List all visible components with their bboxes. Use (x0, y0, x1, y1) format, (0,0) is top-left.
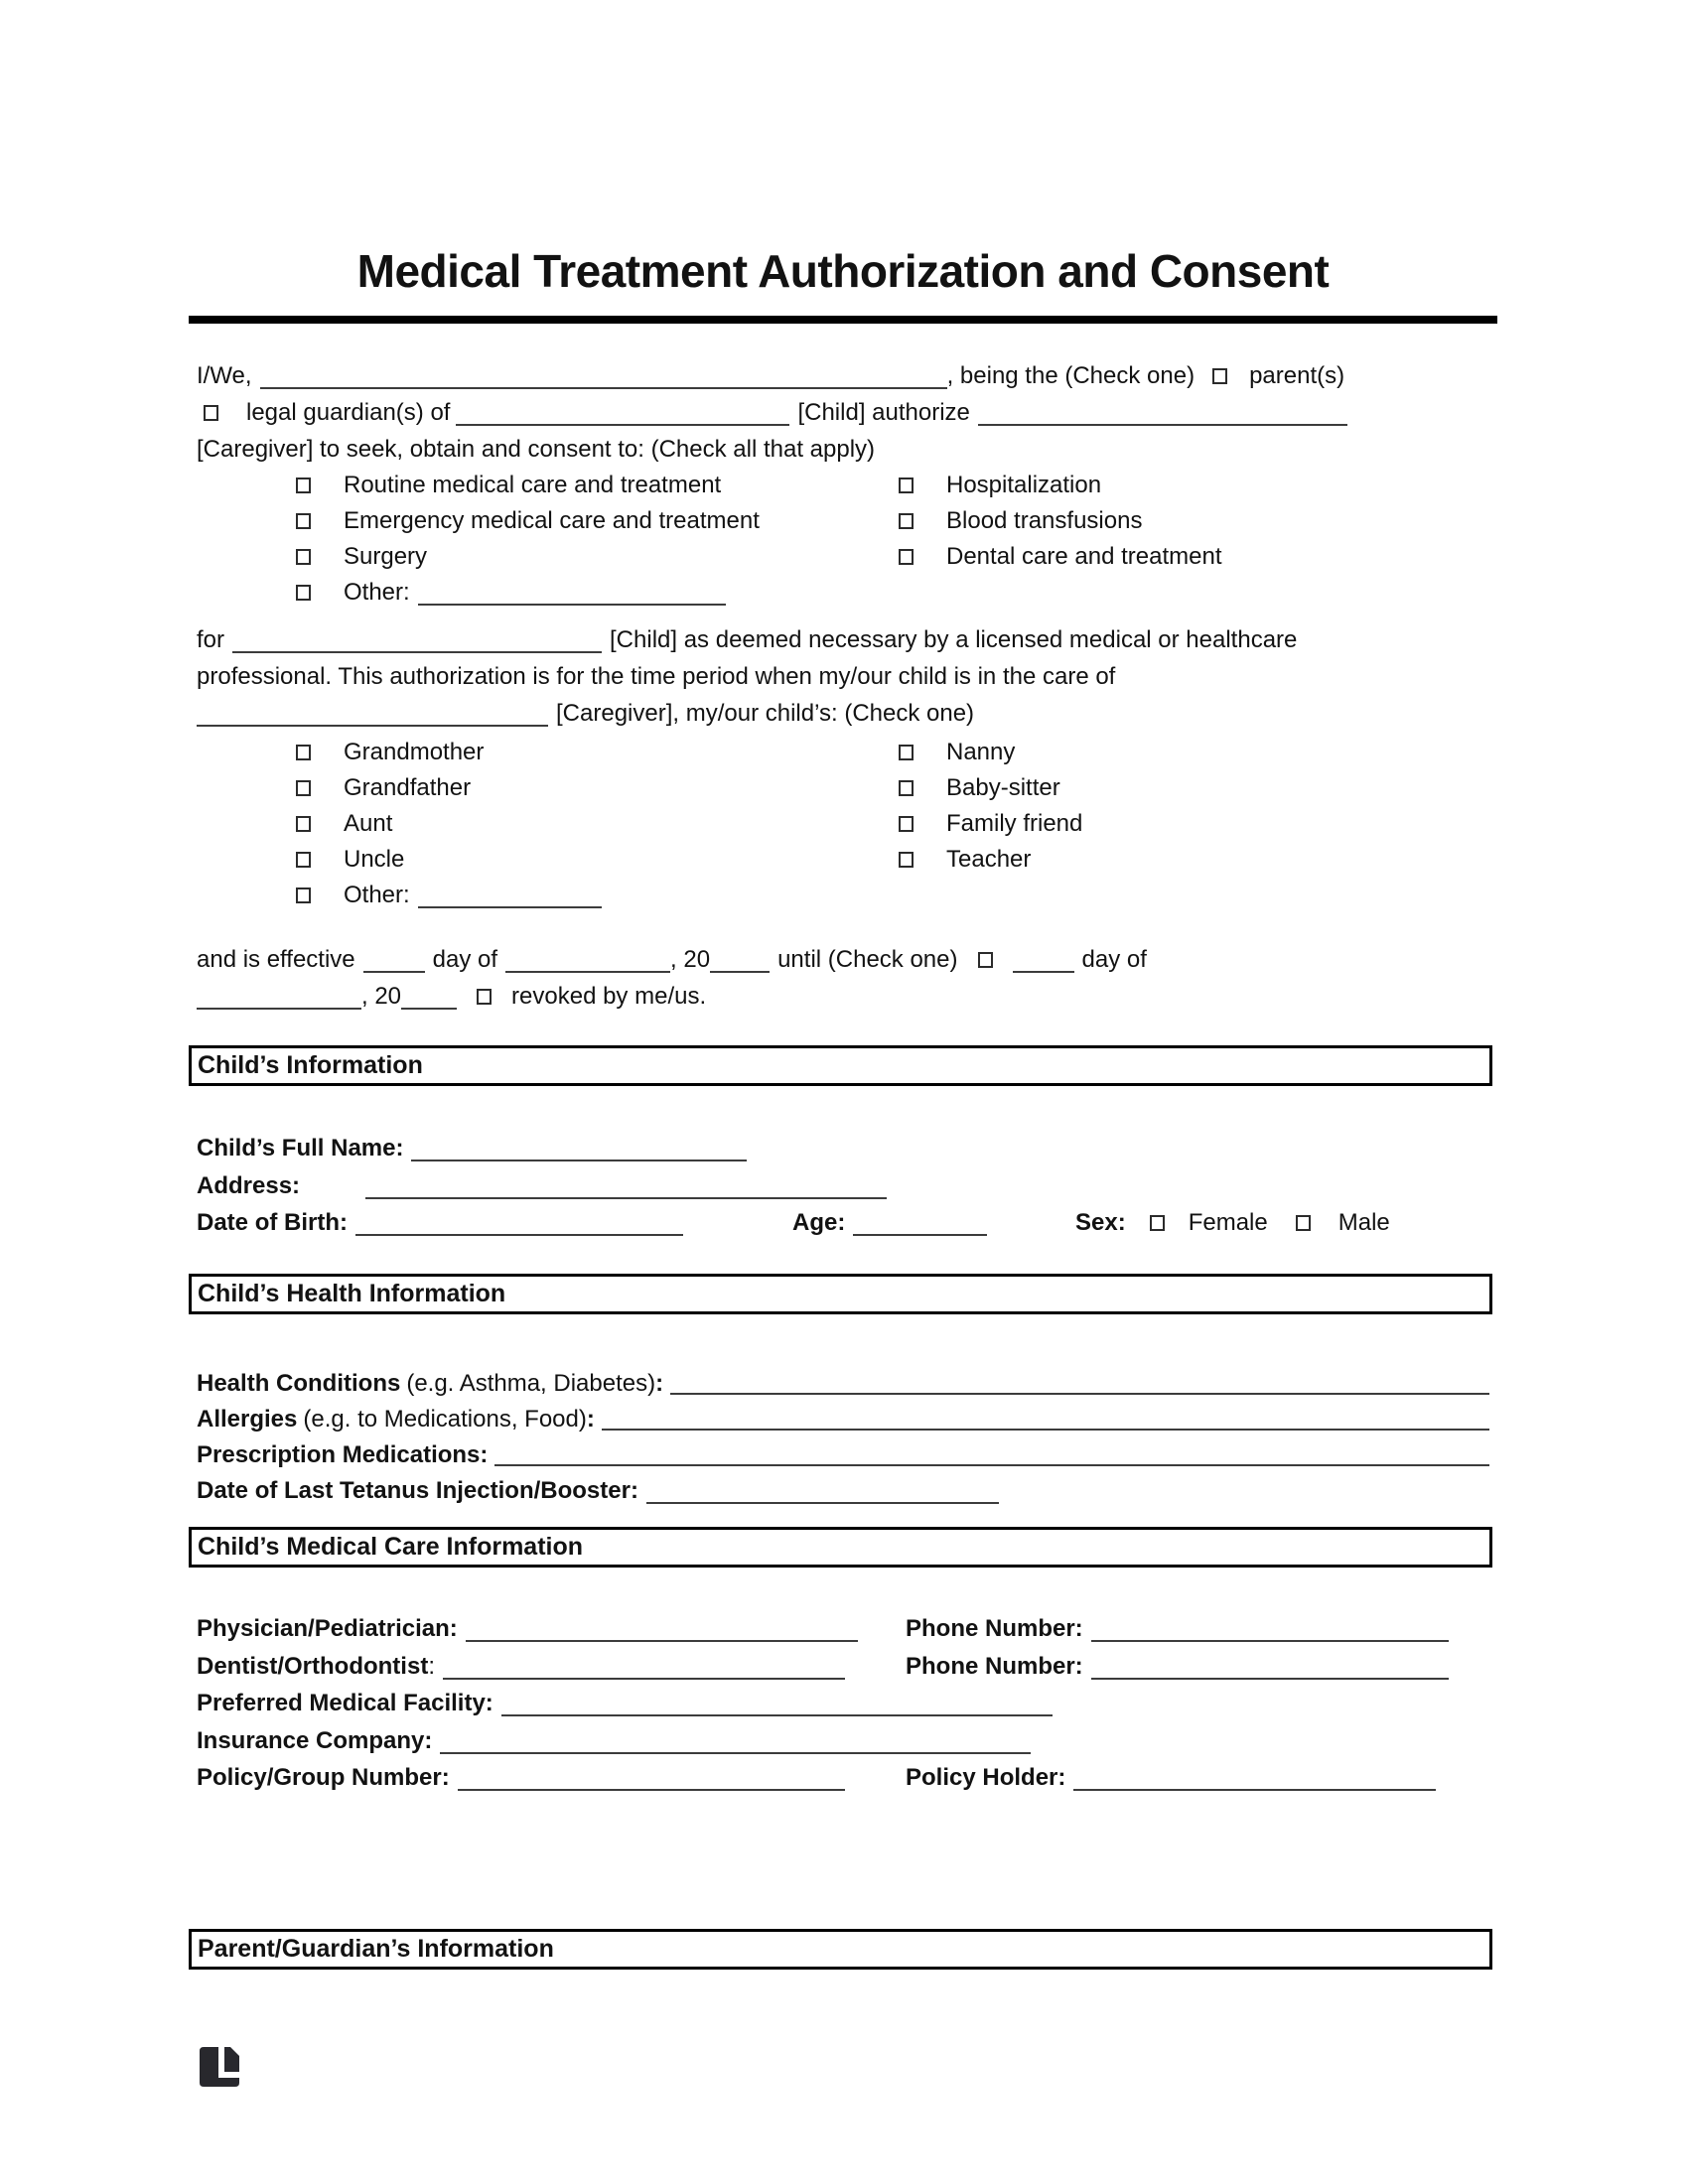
start-year-blank-field[interactable] (710, 967, 770, 973)
age-field-group (792, 1204, 987, 1242)
allergies-hint: (e.g. to Medications, Food) (303, 1406, 587, 1433)
phone-number-label-1: Phone Number: (906, 1615, 1083, 1642)
dentist-row (197, 1648, 1489, 1686)
intro-line-1 (197, 357, 1497, 394)
female-checkbox[interactable] (1150, 1215, 1165, 1231)
tetanus-blank-field[interactable] (646, 1498, 999, 1504)
full-name-label: Child’s Full Name: (197, 1135, 404, 1161)
effective-paragraph (197, 941, 1497, 1015)
authorization-paragraph (197, 621, 1497, 732)
full-name-blank-field[interactable] (411, 1156, 747, 1161)
legal-guardian-checkbox[interactable] (204, 405, 218, 421)
parent-checkbox[interactable] (1212, 368, 1227, 384)
family-friend-label: Family friend (946, 810, 1083, 837)
end-day-blank-field[interactable] (1013, 967, 1074, 973)
dentist-phone-group (906, 1648, 1449, 1686)
grandfather-label: Grandfather (344, 774, 472, 801)
surgery-checkbox[interactable] (296, 549, 311, 565)
year-prefix-1-label: , 20 (670, 946, 711, 973)
insurance-blank-field[interactable] (440, 1748, 1031, 1754)
blood-transfusions-label: Blood transfusions (946, 507, 1143, 534)
relationship-other-blank-field[interactable] (418, 902, 602, 908)
policy-group-blank-field[interactable] (458, 1785, 845, 1791)
consent-row-1 (296, 468, 1487, 503)
relationship-row-3 (296, 806, 1487, 842)
grandmother-checkbox[interactable] (296, 745, 311, 760)
dentist-blank-field[interactable] (443, 1674, 845, 1680)
physician-phone-group (906, 1610, 1449, 1648)
surgery-label: Surgery (344, 543, 428, 570)
medical-care-section-header: Child’s Medical Care Information (189, 1527, 1492, 1568)
for-child-name-blank-field[interactable] (232, 647, 602, 653)
health-conditions-hint: (e.g. Asthma, Diabetes) (406, 1370, 656, 1397)
age-label: Age: (792, 1209, 846, 1236)
revoked-checkbox[interactable] (477, 989, 492, 1005)
age-blank-field[interactable] (853, 1230, 987, 1236)
parents-name-blank-field[interactable] (260, 383, 947, 389)
emergency-care-checkbox[interactable] (296, 513, 311, 529)
effective-prefix-label: and is effective (197, 946, 355, 973)
intro-line-2 (197, 394, 1497, 431)
until-label: until (Check one) (777, 946, 958, 973)
relationship-row-2 (296, 770, 1487, 806)
nanny-label: Nanny (946, 739, 1016, 765)
uncle-label: Uncle (344, 846, 405, 873)
intro-line-3: [Caregiver] to seek, obtain and consent to: (Check all that apply) (197, 436, 876, 463)
health-info-section-header: Child’s Health Information (189, 1274, 1492, 1314)
policy-holder-group (906, 1759, 1436, 1797)
consent-other-checkbox[interactable] (296, 585, 311, 601)
consent-other-blank-field[interactable] (418, 600, 726, 606)
aunt-checkbox[interactable] (296, 816, 311, 832)
physician-blank-field[interactable] (466, 1636, 858, 1642)
dentist-label: Dentist/Orthodontist (197, 1652, 429, 1680)
parent-info-section-header: Parent/Guardian’s Information (189, 1929, 1492, 1970)
i-we-label: I/We, (197, 362, 252, 389)
facility-row (197, 1685, 1489, 1722)
parent-option-label: parent(s) (1249, 362, 1345, 389)
policy-holder-label: Policy Holder: (906, 1764, 1066, 1791)
year-prefix-2-label: , 20 (361, 983, 402, 1010)
deemed-necessary-label: [Child] as deemed necessary by a licensed medical or healthcare (610, 626, 1298, 653)
baby-sitter-label: Baby-sitter (946, 774, 1060, 801)
female-label: Female (1188, 1209, 1268, 1236)
caregiver-name-blank-field-2[interactable] (197, 721, 548, 727)
dentist-phone-blank-field[interactable] (1091, 1674, 1449, 1680)
dentist-colon: : (428, 1652, 435, 1680)
health-conditions-colon: : (655, 1370, 664, 1397)
child-info-section-header: Child’s Information (189, 1045, 1492, 1086)
consent-options-grid (296, 468, 1487, 611)
dental-care-label: Dental care and treatment (946, 543, 1222, 570)
page-title: Medical Treatment Authorization and Consent (356, 245, 1330, 297)
tetanus-label: Date of Last Tetanus Injection/Booster: (197, 1477, 638, 1504)
end-month-blank-field[interactable] (197, 1004, 361, 1010)
medications-blank-field[interactable] (494, 1464, 1489, 1466)
grandmother-label: Grandmother (344, 739, 485, 765)
tetanus-row (197, 1473, 1489, 1509)
insurance-row (197, 1722, 1489, 1760)
title-underline-rule (189, 316, 1497, 324)
full-name-row (197, 1130, 1489, 1167)
consent-row-2 (296, 503, 1487, 539)
relationship-grid (296, 735, 1487, 913)
dob-blank-field[interactable] (355, 1230, 683, 1236)
family-friend-checkbox[interactable] (899, 816, 914, 832)
for-label: for (197, 626, 225, 653)
physician-phone-blank-field[interactable] (1091, 1636, 1449, 1642)
address-blank-field[interactable] (365, 1193, 887, 1199)
hospitalization-checkbox[interactable] (899, 478, 914, 493)
caregiver-name-blank-field[interactable] (978, 420, 1347, 426)
emergency-care-label: Emergency medical care and treatment (344, 507, 760, 534)
consent-other-label: Other: (344, 579, 410, 606)
sex-label: Sex: (1075, 1209, 1126, 1236)
hospitalization-label: Hospitalization (946, 472, 1102, 498)
legal-templates-logo (200, 2047, 239, 2087)
phone-number-label-2: Phone Number: (906, 1652, 1083, 1680)
authorization-line-2: professional. This authorization is for the time period when my/our child is in the care of (197, 663, 1116, 690)
routine-care-label: Routine medical care and treatment (344, 472, 722, 498)
nanny-checkbox[interactable] (899, 745, 914, 760)
effective-line-1 (197, 941, 1497, 978)
uncle-checkbox[interactable] (296, 852, 311, 868)
child-info-fields (197, 1130, 1489, 1242)
authorization-line-3 (197, 695, 1497, 732)
policy-group-label: Policy/Group Number: (197, 1764, 450, 1791)
address-label: Address: (197, 1171, 301, 1199)
relationship-row-5 (296, 878, 1487, 913)
facility-blank-field[interactable] (501, 1710, 1053, 1716)
dob-age-sex-row (197, 1204, 1489, 1242)
health-conditions-blank-field[interactable] (670, 1393, 1489, 1395)
legal-templates-logo-icon (200, 2047, 239, 2087)
health-conditions-row (197, 1366, 1489, 1402)
policy-holder-blank-field[interactable] (1073, 1785, 1436, 1791)
male-label: Male (1337, 1209, 1390, 1236)
facility-label: Preferred Medical Facility: (197, 1690, 493, 1716)
health-conditions-label: Health Conditions (197, 1370, 401, 1397)
day-of-label-1: day of (432, 946, 498, 973)
revoked-label: revoked by me/us. (511, 983, 707, 1010)
physician-row (197, 1610, 1489, 1648)
authorization-line-1 (197, 621, 1497, 658)
relationship-row-1 (296, 735, 1487, 770)
being-the-label: , being the (Check one) (946, 362, 1196, 389)
male-checkbox[interactable] (1296, 1215, 1311, 1231)
grandfather-checkbox[interactable] (296, 780, 311, 796)
relationship-other-label: Other: (344, 882, 410, 908)
end-year-blank-field[interactable] (401, 1004, 457, 1010)
dental-care-checkbox[interactable] (899, 549, 914, 565)
allergies-row (197, 1402, 1489, 1437)
allergies-label: Allergies (197, 1406, 298, 1433)
day-of-label-2: day of (1081, 946, 1147, 973)
address-row (197, 1167, 1489, 1205)
dob-label: Date of Birth: (197, 1209, 348, 1236)
child-authorize-label: [Child] authorize (797, 399, 970, 426)
relationship-other-checkbox[interactable] (296, 887, 311, 903)
until-date-checkbox[interactable] (978, 952, 993, 968)
consent-row-3 (296, 539, 1487, 575)
baby-sitter-checkbox[interactable] (899, 780, 914, 796)
medications-row (197, 1437, 1489, 1473)
health-info-fields (197, 1366, 1489, 1509)
aunt-label: Aunt (344, 810, 393, 837)
medical-care-fields (197, 1610, 1489, 1797)
child-name-blank-field[interactable] (456, 420, 789, 426)
routine-care-checkbox[interactable] (296, 478, 311, 493)
allergies-colon: : (586, 1406, 595, 1433)
caregiver-childs-label: [Caregiver], my/our child’s: (Check one) (556, 700, 975, 727)
teacher-label: Teacher (946, 846, 1032, 873)
intro-paragraph (197, 357, 1497, 468)
relationship-row-4 (296, 842, 1487, 878)
effective-line-2 (197, 978, 1497, 1015)
sex-field-group (1075, 1204, 1390, 1242)
medications-label: Prescription Medications: (197, 1441, 489, 1468)
teacher-checkbox[interactable] (899, 852, 914, 868)
legal-guardian-label: legal guardian(s) of (246, 399, 451, 426)
policy-row (197, 1759, 1489, 1797)
physician-label: Physician/Pediatrician: (197, 1615, 458, 1642)
start-month-blank-field[interactable] (505, 967, 670, 973)
insurance-label: Insurance Company: (197, 1726, 433, 1754)
consent-row-4 (296, 575, 1487, 611)
allergies-blank-field[interactable] (602, 1429, 1489, 1431)
start-day-blank-field[interactable] (363, 967, 425, 973)
blood-transfusions-checkbox[interactable] (899, 513, 914, 529)
